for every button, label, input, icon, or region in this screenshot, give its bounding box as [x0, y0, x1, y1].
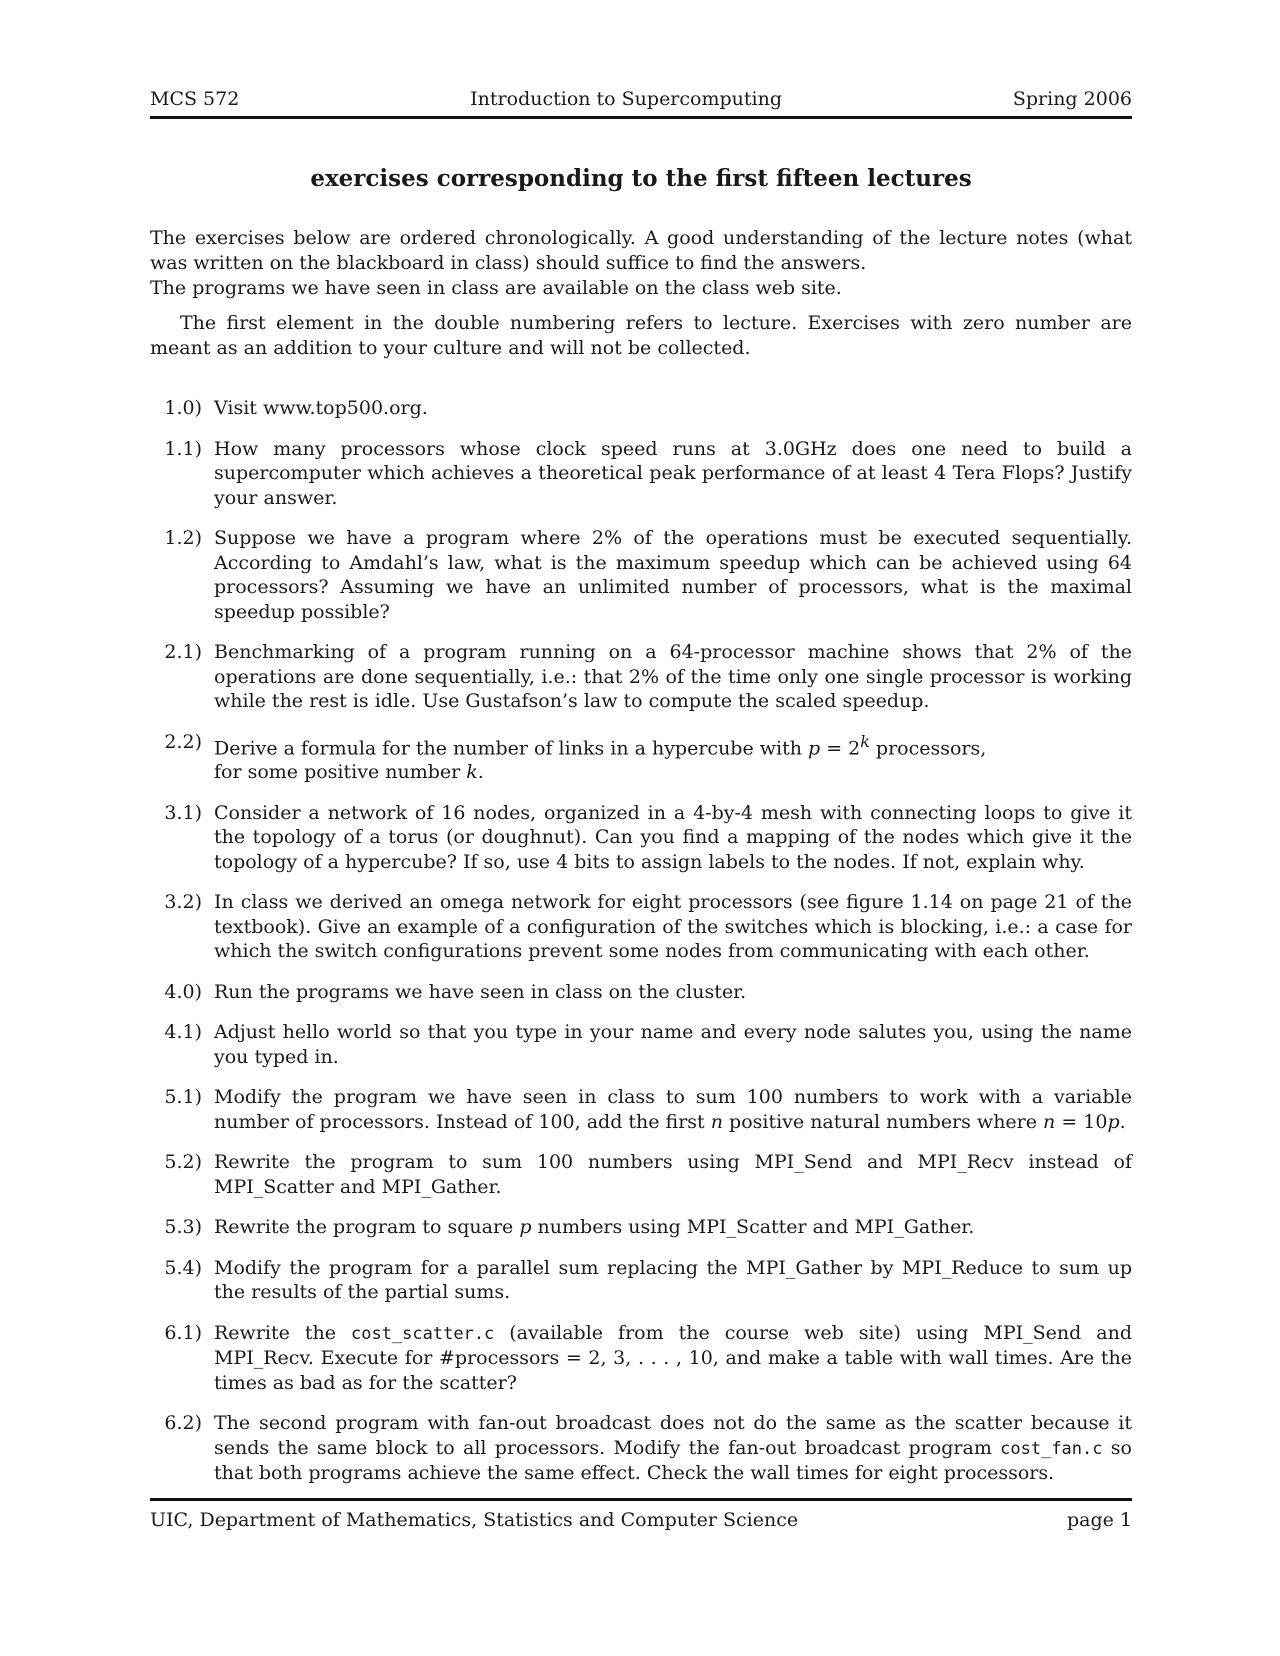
exercise-5-1 [150, 1085, 1132, 1134]
exercise-text: Suppose we have a program where 2% of the operations must be executed sequentially. According to Amdahl’s law, what is the maximum speedup which can be achieved using 64 processors? Assuming we have an unlimited number of processors, what is the maximal speedup possible? [214, 527, 1132, 623]
exercise-1-1 [150, 437, 1132, 511]
exercise-text [202, 1085, 1132, 1134]
exercise-list [150, 396, 1132, 1502]
exercise-text [202, 1215, 1132, 1240]
exercise-number: 5.1) [164, 1086, 202, 1109]
exercise-1-0 [150, 396, 1132, 421]
math-equals: = 2 [820, 736, 861, 759]
exercise-6-2 [150, 1411, 1132, 1486]
math-k: k [466, 761, 478, 784]
math-p: p [808, 736, 821, 759]
exercise-2-2 [150, 730, 1132, 785]
intro-paragraph-1b: The programs we have seen in class are available on the class web site. [150, 277, 842, 299]
text-segment: . [477, 761, 484, 784]
text-segment: Modify the program we have seen in class to sum 100 numbers to work with a variable number of processors. Instead of 100, add the first [214, 1086, 1132, 1133]
exercise-2-1 [150, 640, 1132, 714]
exercise-text: Visit www.top500.org. [214, 397, 428, 419]
intro-paragraph-2: The first element in the double numbering refers to lecture. Exercises with zero number are meant as an addition to your culture and will not be collected. [150, 312, 1132, 359]
exercise-1-2 [150, 526, 1132, 624]
math-p: p [519, 1216, 532, 1239]
exercise-text: Modify the program for a parallel sum replacing the MPI_Gather by MPI_Reduce to sum up the results of the partial sums. [214, 1256, 1132, 1304]
exercise-text: Adjust hello world so that you type in your name and every node salutes you, using the name you typed in. [214, 1021, 1132, 1068]
exercise-number: 5.4) [164, 1256, 202, 1279]
exercise-text: Rewrite the program to sum 100 numbers using MPI_Send and MPI_Recv instead of MPI_Scatter and MPI_Gather. [214, 1151, 1132, 1198]
exercise-number: 5.3) [164, 1216, 202, 1239]
math-equals: = 10 [1055, 1110, 1108, 1133]
exercise-text: In class we derived an omega network for eight processors (see figure 1.14 on page 21 of the textbook). Give an example of a configuration of the switches which is blocking, i.e.: a case for which the switch configurations prevent some nodes from communicating with each other. [214, 891, 1132, 963]
math-p: p [1107, 1110, 1120, 1133]
term: Spring 2006 [1012, 88, 1132, 110]
text-segment: for some positive number [214, 761, 467, 784]
running-header [150, 88, 1132, 119]
exercise-5-4 [150, 1256, 1132, 1305]
exercise-number: 4.0) [164, 980, 202, 1003]
text-segment: Rewrite the [214, 1321, 351, 1344]
exercise-number: 1.1) [164, 437, 202, 460]
course-number: MCS 572 [150, 88, 240, 110]
exercise-text [202, 730, 1132, 785]
running-footer [150, 1498, 1132, 1531]
exercise-6-1 [150, 1321, 1132, 1396]
exercise-4-1 [150, 1020, 1132, 1069]
exercise-number: 3.2) [164, 891, 202, 914]
exercise-number: 2.1) [164, 641, 202, 663]
math-n: n [710, 1110, 723, 1133]
text-segment: so that both programs achieve the same effect. Check the wall times for eight processors. [214, 1436, 1132, 1485]
text-segment: Rewrite the program to square [214, 1216, 520, 1239]
exercise-text: Consider a network of 16 nodes, organized in a 4-by-4 mesh with connecting loops to give it the topology of a torus (or doughnut). Can you find a mapping of the nodes which give it the topology of a hypercube? If so, use 4 bits to assign labels to the nodes. If not, explain why. [214, 801, 1132, 873]
code-filename: cost_fan.c [1000, 1438, 1103, 1459]
exercise-text: Run the programs we have seen in class on the cluster. [214, 980, 747, 1003]
page-number: page 1 [1066, 1509, 1132, 1531]
exercise-5-2 [150, 1150, 1132, 1199]
text-segment: processors, [869, 736, 987, 759]
text-segment: (available from the course web site) using MPI_Send and MPI_Recv. Execute for #processors = 2, 3, . . . , 10, and make a table with wall times. Are the times as bad as for the scatter? [214, 1321, 1132, 1394]
math-k: k [860, 731, 870, 751]
math-n: n [1043, 1110, 1056, 1133]
code-filename: cost_scatter.c [350, 1323, 495, 1344]
exercise-number: 5.2) [164, 1151, 202, 1174]
page-title: exercises corresponding to the first fifteen lectures [310, 165, 972, 192]
text-segment: Derive a formula for the number of links in a hypercube with [214, 736, 809, 759]
intro-paragraph-1: The exercises below are ordered chronologically. A good understanding of the lecture notes (what was written on the blackboard in class) should suffice to find the answers. [150, 227, 1132, 274]
exercise-number: 6.1) [164, 1321, 202, 1344]
intro-section [150, 226, 1132, 361]
exercise-number: 1.2) [164, 527, 202, 549]
exercise-3-1 [150, 801, 1132, 875]
exercise-3-2 [150, 890, 1132, 964]
exercise-number: 2.2) [164, 730, 202, 753]
text-segment: numbers using MPI_Scatter and MPI_Gather. [531, 1216, 975, 1239]
department: UIC, Department of Mathematics, Statistics and Computer Science [150, 1509, 799, 1531]
text-segment: The second program with fan-out broadcast does not do the same as the scatter because it sends the same block to all processors. Modify the fan-out broadcast program [214, 1412, 1132, 1459]
text-segment: positive natural numbers where [723, 1110, 1044, 1133]
exercise-number: 4.1) [164, 1021, 202, 1044]
exercise-number: 1.0) [164, 397, 202, 419]
exercise-text [202, 1321, 1132, 1396]
exercise-text: How many processors whose clock speed runs at 3.0GHz does one need to build a supercomputer which achieves a theoretical peak performance of at least 4 Tera Flops? Justify your answer. [214, 437, 1132, 509]
exercise-text [202, 1411, 1132, 1486]
exercise-number: 6.2) [164, 1412, 202, 1435]
exercise-5-3 [150, 1215, 1132, 1240]
exercise-number: 3.1) [164, 801, 202, 824]
text-segment: . [1119, 1110, 1126, 1133]
exercise-text: Benchmarking of a program running on a 64-processor machine shows that 2% of the operations are done sequentially, i.e.: that 2% of the time only one single processor is working while the rest is idle. Use Gustafson’s law to compute the scaled speedup. [214, 641, 1132, 712]
exercise-4-0 [150, 980, 1132, 1005]
course-title: Introduction to Supercomputing [470, 88, 783, 110]
